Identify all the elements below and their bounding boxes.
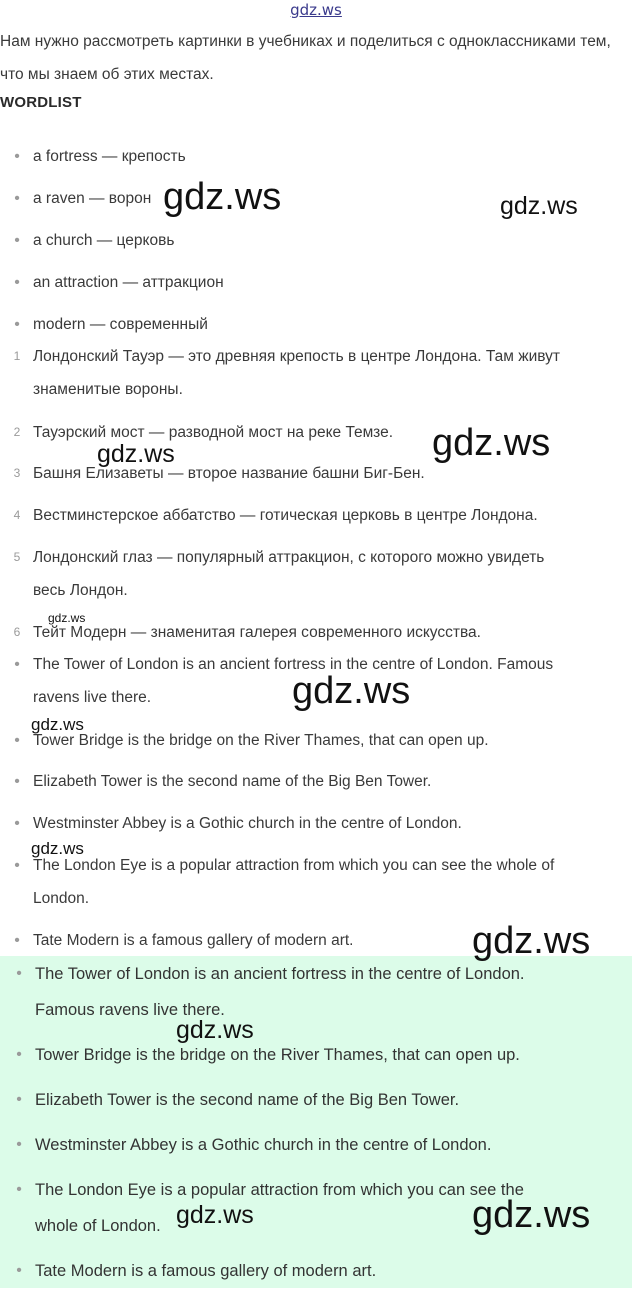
item-line: Tate Modern is a famous gallery of modern art.	[33, 932, 354, 949]
item-line: Лондонский глаз — популярный аттракцион, с которого можно увидеть	[33, 549, 545, 566]
bullet-icon: •	[16, 1181, 22, 1198]
bullet-icon: •	[16, 1046, 22, 1063]
bullet-icon: •	[14, 316, 20, 333]
watermark: gdz.ws	[472, 1194, 591, 1236]
watermark: gdz.ws	[48, 611, 86, 625]
bullet-icon: •	[14, 815, 20, 832]
watermark: gdz.ws	[163, 176, 282, 218]
watermark: gdz.ws	[500, 192, 578, 220]
wordlist-item: a church — церковь	[33, 232, 175, 249]
item-line: Famous ravens live there.	[35, 1001, 225, 1019]
item-line: Тейт Модерн — знаменитая галерея современного искусства.	[33, 624, 481, 641]
wordlist-item: a fortress — крепость	[33, 148, 186, 165]
item-number: 6	[13, 625, 21, 639]
wordlist-heading: WORDLIST	[0, 94, 82, 111]
item-line: Лондонский Тауэр — это древняя крепость в центре Лондона. Там живут	[33, 348, 561, 365]
item-line: Elizabeth Tower is the second name of the Big Ben Tower.	[33, 773, 432, 790]
watermark: gdz.ws	[472, 920, 591, 962]
item-line: Tower Bridge is the bridge on the River Thames, that can open up.	[35, 1046, 520, 1064]
watermark: gdz.ws	[432, 422, 551, 464]
item-number: 3	[13, 466, 21, 480]
item-line: ravens live there.	[33, 689, 152, 706]
intro-text: Нам нужно рассмотреть картинки в учебниках и поделиться с одноклассниками тем, что мы знаем об этих местах.	[0, 33, 611, 83]
item-line: The Tower of London is an ancient fortress in the centre of London.	[35, 965, 525, 983]
item-line: Westminster Abbey is a Gothic church in the centre of London.	[35, 1136, 492, 1154]
watermark: gdz.ws	[176, 1016, 254, 1044]
wordlist-item: a raven — ворон	[33, 190, 152, 207]
watermark: gdz.ws	[31, 715, 84, 734]
item-line: London.	[33, 890, 90, 907]
item-line: Elizabeth Tower is the second name of the Big Ben Tower.	[35, 1091, 460, 1109]
item-line: Tower Bridge is the bridge on the River Thames, that can open up.	[33, 732, 489, 749]
item-line: The London Eye is a popular attraction from which you can see the	[35, 1181, 524, 1199]
item-line: The London Eye is a popular attraction from which you can see the whole of	[33, 857, 555, 874]
bullet-icon: •	[16, 1136, 22, 1153]
item-line: знаменитые вороны.	[33, 381, 183, 398]
item-line: whole of London.	[35, 1217, 161, 1235]
bullet-icon: •	[14, 232, 20, 249]
item-number: 2	[13, 425, 21, 439]
item-number: 5	[13, 550, 21, 564]
item-number: 1	[13, 349, 21, 363]
watermark: gdz.ws	[97, 440, 175, 468]
watermark: gdz.ws	[176, 1201, 254, 1229]
item-line: Tate Modern is a famous gallery of modern art.	[35, 1262, 377, 1280]
wordlist-item: an attraction — аттракцион	[33, 274, 224, 291]
bullet-icon: •	[16, 965, 22, 982]
bullet-icon: •	[14, 656, 20, 673]
item-line: весь Лондон.	[33, 582, 128, 599]
item-number: 4	[13, 508, 21, 522]
item-line: Тауэрский мост — разводной мост на реке Темзе.	[33, 424, 394, 441]
bullet-icon: •	[14, 148, 20, 165]
item-line: Вестминстерское аббатство — готическая церковь в центре Лондона.	[33, 507, 538, 524]
item-line: Башня Елизаветы — второе название башни Биг-Бен.	[33, 465, 425, 482]
bullet-icon: •	[14, 932, 20, 949]
wordlist-item: modern — современный	[33, 316, 208, 333]
item-line: The Tower of London is an ancient fortress in the centre of London. Famous	[33, 656, 554, 673]
bullet-icon: •	[14, 732, 20, 749]
bullet-icon: •	[14, 274, 20, 291]
bullet-icon: •	[16, 1091, 22, 1108]
item-line: Westminster Abbey is a Gothic church in the centre of London.	[33, 815, 462, 832]
bullet-icon: •	[14, 857, 20, 874]
bullet-icon: •	[14, 773, 20, 790]
site-mark[interactable]: gdz.ws	[290, 1, 342, 19]
bullet-icon: •	[16, 1262, 22, 1279]
bullet-icon: •	[14, 190, 20, 207]
watermark: gdz.ws	[31, 839, 84, 858]
watermark: gdz.ws	[292, 670, 411, 712]
answer-block	[0, 956, 632, 1288]
